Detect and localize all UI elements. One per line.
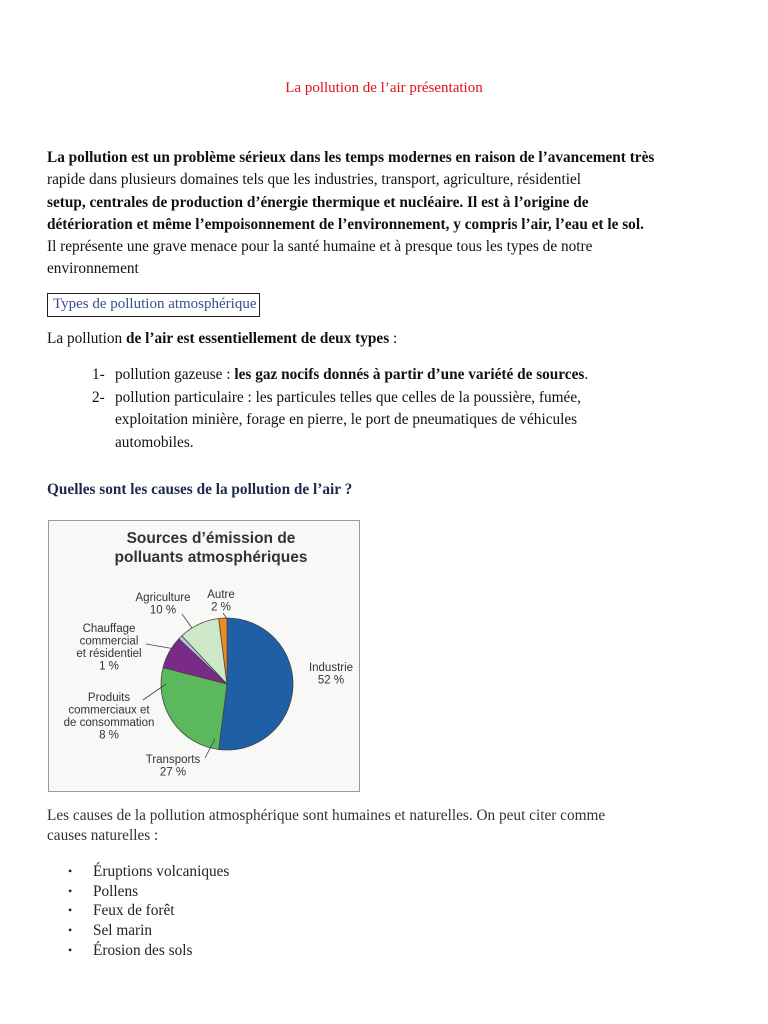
pie-chart-figure [48,520,360,792]
intro-line: rapide dans plusieurs domaines tels que les industries, transport, agriculture, résidentiel [47,171,581,189]
intro-line: environnement [47,260,139,278]
slice-value-label: 10 % [149,604,177,617]
list-item-label: Pollens [93,882,139,900]
leader-line [146,644,175,649]
list-item-suffix: . [584,366,589,383]
slice-category-label: Chauffage [82,623,136,635]
leader-line [182,614,192,628]
list-item-bold: les gaz nocifs donnés à partir d’une variété de sources [234,366,585,383]
causes-line: causes naturelles : [47,827,159,844]
slice-category-label: Autre [207,589,235,601]
causes-line: Les causes de la pollution atmosphérique sont humaines et naturelles. On peut citer comme [47,807,606,824]
list-item [92,387,732,455]
types-heading: Types de pollution atmosphérique [47,293,260,317]
list-item-label: Érosion des sols [93,941,193,959]
intro-line: setup, centrales de production d’énergie thermique et nucléaire. Il est à l’origine de [47,193,589,211]
list-item [68,921,229,941]
list-item-prefix: pollution gazeuse : [115,366,235,383]
list-item [68,882,229,902]
bullet-icon: • [68,942,73,957]
list-item-number: 1- [92,366,105,383]
slice-value-label: 27 % [159,766,187,779]
chart-title-line: polluants atmosphériques [114,549,308,566]
list-item-line: exploitation minière, forage en pierre, le port de pneumatiques de véhicules [115,411,578,428]
natural-causes-list [68,862,229,961]
chart-title-line: Sources d’émission de [126,530,296,547]
slice-value-label: 1 % [99,660,119,673]
bullet-icon: • [68,883,73,898]
list-item-label: Éruptions volcaniques [93,863,230,880]
list-item [68,862,229,882]
slice-category-label: et résidentiel [76,648,142,660]
intro-line: détérioration et même l’empoisonnement de l’environnement, y compris l’air, l’eau et le sol. [47,215,644,233]
intro-paragraph [47,147,737,281]
list-item-line: pollution particulaire : les particules telles que celles de la poussière, fumée, [115,388,581,406]
slice-value-label: 2 % [211,601,231,614]
causes-heading: Quelles sont les causes de la pollution de l’air ? [47,481,353,498]
slice-category-label: Agriculture [135,592,191,604]
bullet-icon: • [68,864,73,878]
slice-value-label: 52 % [317,674,345,687]
slice-value-label: 8 % [99,729,119,742]
bullet-icon: • [68,903,73,918]
intro-line: La pollution est un problème sérieux dans les temps modernes en raison de l’avancement très [47,149,655,166]
slice-category-label: Produits [87,692,131,704]
list-item [92,364,732,387]
intro-line: Il représente une grave menace pour la santé humaine et à presque tous les types de notre [47,238,593,256]
slice-category-label: commercial [79,635,139,648]
pie-chart [49,521,359,791]
list-item-label: Sel marin [93,922,153,940]
list-item-number: 2- [92,388,105,406]
slice-category-label: Transports [145,754,201,766]
list-item [68,941,229,961]
pie-slice-industrie [219,618,293,750]
slice-category-label: commerciaux et [68,704,150,717]
slice-category-label: de consommation [63,717,155,729]
bullet-icon: • [68,923,73,938]
list-item-line: automobiles. [115,433,194,451]
page-title: La pollution de l’air présentation [285,80,483,96]
list-item [68,901,229,921]
list-item-label: Feux de forêt [93,902,175,920]
types-intro-c: : [389,330,398,347]
slice-category-label: Industrie [308,662,354,674]
types-intro-b: de l’air est essentiellement de deux types [122,330,390,347]
types-list [92,364,732,454]
types-intro [47,328,397,350]
types-intro-a: La pollution [47,330,123,347]
causes-paragraph [47,806,747,846]
